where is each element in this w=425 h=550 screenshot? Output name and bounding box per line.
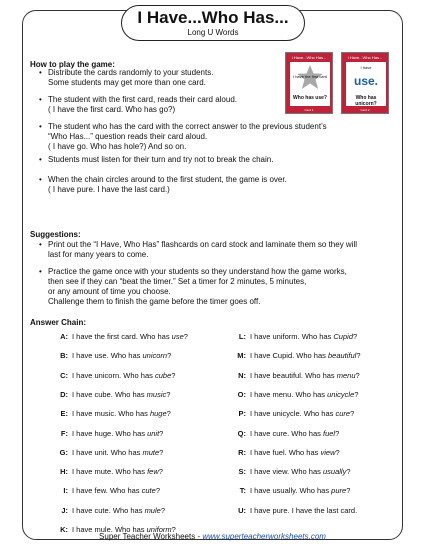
answer-letter: I: [63,486,68,496]
answer-word: Cupid [333,332,353,341]
answer-letter: A: [60,332,68,341]
answer-row [234,371,360,381]
answer-word: beautiful [327,351,357,361]
answer-row [56,486,160,496]
card-1-footer: Card 1 [304,108,314,112]
answer-letter: M: [237,351,246,361]
answer-letter: G: [59,447,68,457]
footer-text: Super Teacher Worksheets - [99,532,203,541]
answer-have: I have fuel. [250,447,287,457]
answer-letter: K: [60,525,68,534]
answer-word: pure [331,486,347,496]
answer-row [234,448,340,458]
card-2-footer: Card 2 [360,108,370,112]
bullet-line: or any amount of time you choose. [48,287,171,296]
answer-end: ? [158,467,163,477]
answer-end: ? [167,351,172,361]
bullet-line: • Print out the “I Have, Who Has” flashcards on card stock and laminate them so they will [48,240,358,249]
answer-have: I have few. [72,486,108,496]
answer-row [56,390,170,400]
answer-end: ? [335,447,340,457]
answer-word: uniform [146,525,172,534]
answer-letter: S: [238,467,246,477]
answer-end: ? [350,409,355,419]
answer-who: Who has [301,332,334,341]
answer-who: Who has [110,351,143,361]
bullet-line: Challenge them to finish the game before the timer goes off. [48,297,261,306]
answer-end: ? [346,467,351,477]
page-subtitle: Long U Words [187,28,239,37]
answer-who: Who has [109,486,142,496]
answer-row [234,467,351,477]
answer-have: I have use. [72,351,109,361]
footer-url[interactable]: www.superteacherworksheets.com [202,532,326,541]
answer-letter: U: [238,505,246,515]
answer-row [56,467,163,477]
answer-letter: D: [60,389,68,399]
answer-row [234,390,358,400]
bullet-line: “Who Has...” question reads their card aloud. [48,132,208,141]
answer-letter: E: [60,409,68,419]
answer-word: unit [147,428,160,438]
answer-row [56,429,163,439]
answer-have: I have pure. [250,505,290,515]
answer-have: I have unit. [72,447,109,457]
page-title: I Have...Who Has... [137,8,289,27]
answer-have: I have unicycle. [250,409,302,419]
answer-word: mute [142,447,160,457]
answer-have: I have menu. [250,389,294,399]
footer [0,532,425,541]
answer-word: view [320,447,336,457]
bullet-line: ( I have the first card. Who has go?) [48,105,176,114]
answer-row [56,351,171,361]
answer-have: I have mute. [72,467,114,477]
bullet-line: • When the chain circles around to the first student, the game is over. [48,175,287,184]
answer-who: Who has [118,409,150,419]
bullet-line: last for many years to come. [48,250,149,259]
answer-have: I have view. [250,467,290,477]
answer-who: Who has [303,409,336,419]
answer-who: Who has [291,467,323,477]
answer-word: mule [144,505,161,515]
bullet-item [48,267,347,307]
answer-have: I have the first card. [72,332,138,341]
answer-word: usually [322,467,347,477]
answer-who: Who has [299,486,332,496]
bullet-line: • Practice the game once with your students so they understand how the game works, [48,267,347,276]
bullet-line: ( I have pure. I have the last card.) [48,185,170,194]
answer-word: unicycle [327,389,355,399]
title-box [121,5,305,41]
answer-chain-heading: Answer Chain: [30,318,87,327]
answer-end: ? [166,409,171,419]
answer-have: I have cube. [72,389,113,399]
answer-who: Who has [114,525,147,534]
answer-end: ? [346,486,351,496]
answer-letter: H: [60,467,68,477]
answer-who: Who has [114,389,147,399]
answer-word: menu [336,370,356,380]
answer-letter: L: [238,332,246,341]
answer-have: I have cure. [250,428,290,438]
answer-have: I have mule. [72,525,113,534]
answer-letter: P: [238,409,246,419]
card-1-header: I Have...Who Has... [291,55,327,60]
answer-end: ? [183,332,188,341]
answer-have: I have uniform. [250,332,300,341]
answer-word: cute [141,486,156,496]
answer-word: fuel [322,428,336,438]
bullet-item [48,68,213,88]
answer-letter: R: [238,447,246,457]
answer-have: I have beautiful. [250,370,303,380]
answer-end: ? [354,389,359,399]
answer-end: ? [356,351,361,361]
answer-who: Who has [305,370,337,380]
card-2-text: I have [360,65,372,70]
answer-row [234,332,357,342]
answer-row [56,448,163,458]
bullet-line: • The student who has the card with the correct answer to the previous student’s [48,122,327,131]
answer-who: I have the last card. [291,505,358,515]
answer-have: I have Cupid. [250,351,295,361]
answer-row [234,409,354,419]
answer-end: ? [335,428,340,438]
answer-end: ? [353,332,358,341]
card-2-header: I Have...Who Has... [347,55,383,60]
answer-have: I have usually. [250,486,298,496]
answer-end: ? [159,447,164,457]
answer-letter: Q: [237,428,246,438]
answer-row [234,506,357,516]
answer-who: Who has [139,332,172,341]
answer-letter: N: [238,370,246,380]
answer-word: music [146,389,167,399]
answer-who: Who has [123,370,155,380]
card-1-question: Who has use? [293,95,327,101]
bullet-line: • Students must listen for their turn and try not to break the chain. [48,155,274,164]
card-1-text: I have the first card [292,74,327,79]
how-to-play-heading: How to play the game: [30,60,115,69]
answer-word: cure [335,409,351,419]
bullet-line: • The student with the first card, reads their card aloud. [48,95,237,104]
card-2-question: Who has unicorn? [355,95,377,107]
answer-who: Who has [115,467,148,477]
answer-who: Who has [288,447,321,457]
answer-letter: O: [237,389,246,399]
answer-row [56,506,165,516]
answer-have: I have cute. [72,505,111,515]
answer-row [234,351,361,361]
bullet-line: ( I have go. Who has hole?) And so on. [48,142,187,151]
answer-end: ? [355,370,360,380]
bullet-item [48,95,237,115]
answer-row [56,409,171,419]
answer-who: Who has [295,389,328,399]
suggestions-heading: Suggestions: [30,230,81,239]
answer-end: ? [166,389,171,399]
bullet-item [48,175,287,195]
answer-who: Who has [115,428,148,438]
answer-end: ? [159,428,164,438]
answer-word: use [171,332,184,341]
answer-have: I have music. [72,409,117,419]
answer-who: Who has [112,505,145,515]
answer-end: ? [155,486,160,496]
answer-word: few [147,467,159,477]
answer-end: ? [171,370,176,380]
answer-who: Who has [296,351,328,361]
bullet-line: • Distribute the cards randomly to your students. [48,68,214,77]
bullet-line: then see if they can “beat the timer.” Set a timer for 2 minutes, 5 minutes, [48,277,307,286]
answer-row [56,371,175,381]
answer-letter: B: [60,351,68,361]
answer-have: I have unicorn. [72,370,122,380]
answer-letter: J: [61,505,68,515]
sample-card-2 [341,52,389,114]
answer-word: cube [154,370,172,380]
answer-letter: F: [60,428,68,438]
answer-end: ? [171,525,176,534]
answer-letter: C: [60,370,68,380]
bullet-line: Some students may get more than one card. [48,78,206,87]
answer-letter: T: [239,486,246,496]
bullet-item [48,122,327,152]
answer-word: unicorn [142,351,168,361]
bullet-item [48,155,273,165]
answer-word: huge [149,409,167,419]
sample-card-1 [285,52,333,114]
answer-row [234,429,339,439]
answer-row [234,486,350,496]
bullet-item [48,240,357,260]
answer-have: I have huge. [72,428,114,438]
answer-row [56,332,188,342]
answer-who: Who has [291,428,323,438]
card-2-word: use. [353,74,378,88]
answer-who: Who has [110,447,143,457]
answer-end: ? [160,505,165,515]
